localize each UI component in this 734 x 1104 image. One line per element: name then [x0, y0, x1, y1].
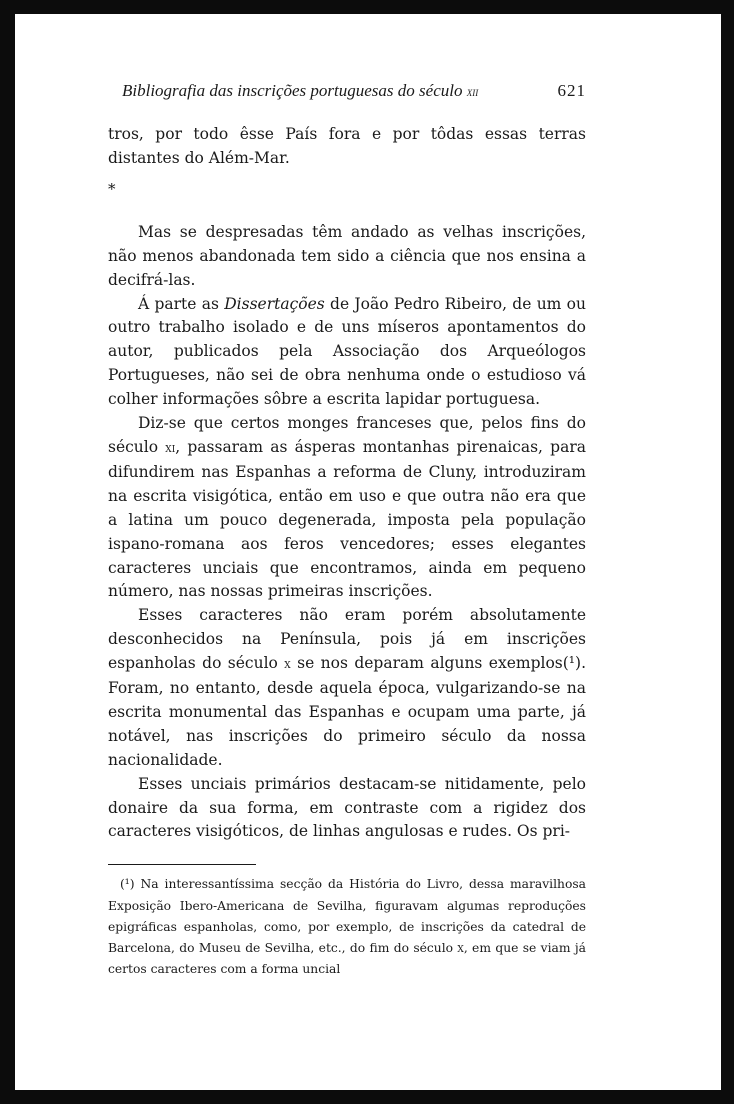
century-numeral: x	[457, 939, 464, 956]
running-head	[108, 80, 586, 102]
running-title: Bibliografia das inscrições portuguesas do século xii	[122, 81, 479, 100]
paragraph: Esses unciais primários destacam-se nitidamente, pelo donaire da sua forma, em contraste com a rigidez dos caracteres visigóticos, de linhas angulosas e rudes. Os pri-	[108, 774, 586, 841]
paragraph: Diz-se que certos monges franceses que, pelos fins do século xi, passaram as ásperas montanhas pirenaicas, para difundirem nas Espanhas a reforma de Cluny, introduziram na escrita visigótica, então em uso e que outra não era que a latina um pouco degenerada, imposta pela população ispano-romana aos feros vencedores; esses elegantes caracteres unciais que encontramos, ainda em pequeno número, nas nossas primeiras inscrições.	[108, 414, 586, 601]
footnote-mark: (¹)	[120, 877, 135, 892]
paragraph-continuation: tros, por todo êsse País fora e por tôdas essas terras distantes do Além-Mar.	[108, 125, 586, 167]
century-numeral: xi	[165, 439, 176, 456]
body-text	[108, 123, 586, 844]
italic-title: Dissertações	[224, 294, 325, 313]
page-number: 621	[557, 81, 586, 100]
paragraph: Á parte as Dissertações de João Pedro Ribeiro, de um ou outro trabalho isolado e de uns míseros apontamentos do autor, publicados pela Associação dos Arqueólogos Portugueses, não sei de obra nenhuma onde o estudioso vá colher informações sôbre a escrita lapidar portuguesa.	[108, 294, 586, 409]
section-separator: *	[108, 179, 116, 198]
scanned-page	[15, 14, 721, 1090]
footnote-reference: (¹)	[562, 654, 582, 673]
paragraph: Esses caracteres não eram porém absolutamente desconhecidos na Península, pois já em inscrições espanholas do século x se nos deparam alguns exemplos(¹). Foram, no entanto, desde aquela época, vulgarizando-se na escrita monumental das Espanhas e ocupam uma parte, já notável, nas inscrições do primeiro século da nossa nacionalidade.	[108, 606, 586, 769]
footnote: (¹) Na interessantíssima secção da História do Livro, dessa maravilhosa Exposição Ibero-Americana de Sevilha, figuravam algumas reproduções epigráficas espanholas, como, por exemplo, de inscrições da catedral de Barcelona, do Museu de Sevilha, etc., do fim do século x, em que se viam já certos caracteres com a forma uncial	[108, 877, 586, 977]
paragraph: Mas se despresadas têm andado as velhas inscrições, não menos abandonada tem sido a ciência que nos ensina a decifrá-las.	[108, 222, 586, 289]
page-content	[108, 80, 586, 980]
footnote-divider	[108, 864, 256, 865]
running-title-century: xii	[466, 84, 479, 99]
century-numeral: x	[284, 656, 291, 673]
